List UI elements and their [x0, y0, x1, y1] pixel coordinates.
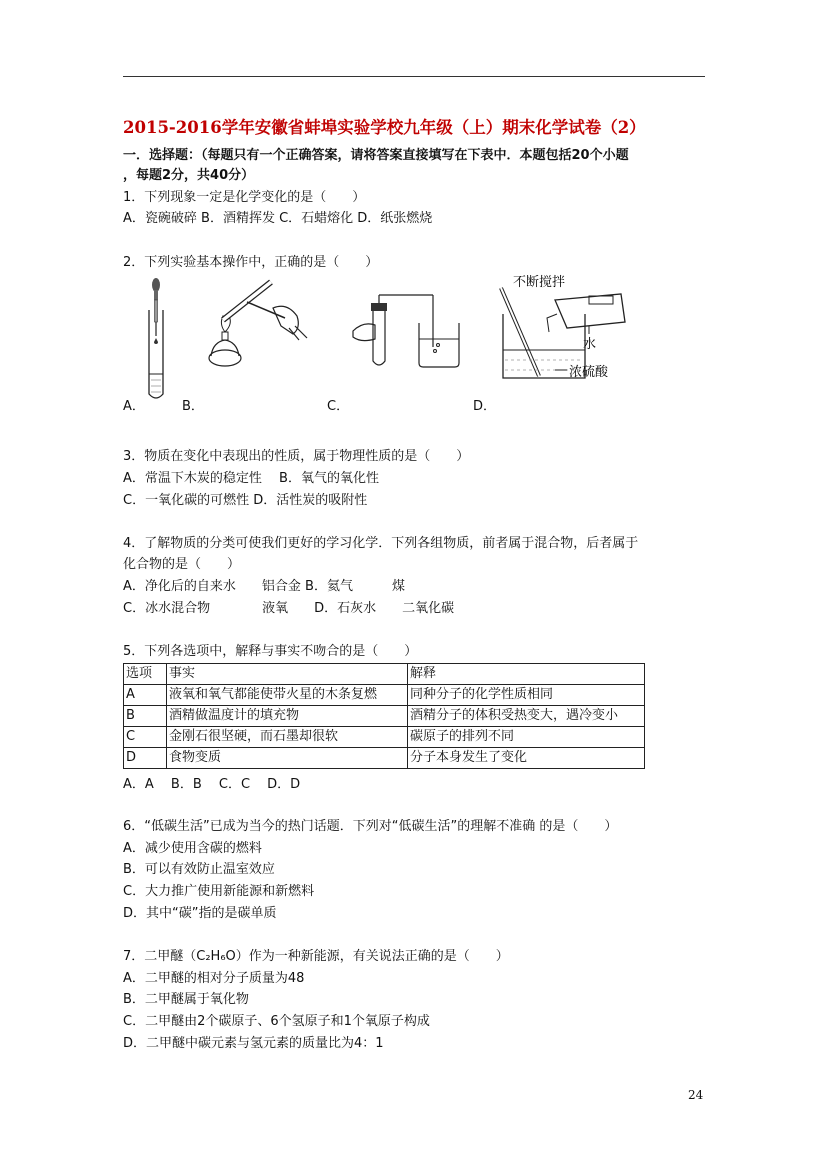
acid-label: 浓硫酸	[569, 365, 609, 380]
q7-option-a: A．二甲醚的相对分子质量为48	[123, 971, 305, 986]
q7-option-d: D．二甲醚中碳元素与氢元素的质量比为4：1	[123, 1036, 384, 1051]
row-option: C	[124, 727, 167, 748]
table-row	[124, 685, 645, 706]
table-header-row	[124, 664, 645, 685]
q6-option-b: B．可以有效防止温室效应	[123, 862, 275, 877]
header-option: 选项	[124, 664, 167, 685]
table-row	[124, 706, 645, 727]
q4-options-2: C．冰水混合物 液氧 D．石灰水 二氧化碳	[123, 601, 455, 616]
row-explanation: 同种分子的化学性质相同	[408, 685, 645, 706]
row-option: D	[124, 748, 167, 769]
q4-options-1: A．净化后的自来水 铝合金 B．氦气 煤	[123, 579, 405, 594]
q6-option-d: D．其中“碳”指的是碳单质	[123, 906, 277, 921]
q7-stem: 7．二甲醚（C₂H₆O）作为一种新能源，有关说法正确的是（ ）	[123, 949, 509, 964]
airtightness-check-figure	[349, 293, 467, 371]
table-row	[124, 727, 645, 748]
q2-label-b: B．	[182, 399, 204, 414]
q6-stem: 6．“低碳生活”已成为当今的热门话题．下列对“低碳生活”的理解不准确 的是（ ）	[123, 819, 618, 834]
header-explanation: 解释	[408, 664, 645, 685]
heating-test-tube-figure	[203, 276, 311, 370]
table-row	[124, 748, 645, 769]
q6-option-c: C．大力推广使用新能源和新燃料	[123, 884, 315, 899]
q2-stem: 2．下列实验基本操作中，正确的是（ ）	[123, 255, 379, 270]
q7-option-c: C．二甲醚由2个碳原子、6个氢原子和1个氧原子构成	[123, 1014, 430, 1029]
row-fact: 酒精做温度计的填充物	[167, 706, 408, 727]
q7-option-b: B．二甲醚属于氧化物	[123, 992, 249, 1007]
q4-stem-2: 化合物的是（ ）	[123, 557, 241, 572]
row-explanation: 分子本身发生了变化	[408, 748, 645, 769]
dropper-figure	[140, 276, 172, 404]
q5-options: A．A B．B C．C D．D	[123, 777, 301, 792]
q3-options-1: A．常温下木炭的稳定性 B．氧气的氧化性	[123, 471, 379, 486]
dilution-figure	[493, 270, 631, 384]
row-option: B	[124, 706, 167, 727]
row-option: A	[124, 685, 167, 706]
row-fact: 液氧和氧气都能使带火星的木条复燃	[167, 685, 408, 706]
q3-options-2: C．一氧化碳的可燃性 D．活性炭的吸附性	[123, 493, 368, 508]
q2-label-a: A．	[123, 399, 145, 414]
q5-table	[123, 663, 645, 769]
header-rule	[123, 76, 705, 77]
q5-stem: 5．下列各选项中，解释与事实不吻合的是（ ）	[123, 644, 418, 659]
q2-label-d: D．	[473, 399, 497, 414]
water-label: 水	[583, 337, 597, 352]
section-heading-line2: ，每题2分，共40分）	[123, 168, 255, 183]
row-explanation: 酒精分子的体积受热变大，遇冷变小	[408, 706, 645, 727]
q3-stem: 3．物质在变化中表现出的性质，属于物理性质的是（ ）	[123, 449, 470, 464]
section-heading-line1: 一．选择题：（每题只有一个正确答案，请将答案直接填写在下表中．本题包括20个小题	[123, 148, 629, 163]
q1-options: A．瓷碗破碎 B．酒精挥发 C．石蜡熔化 D．纸张燃烧	[123, 211, 433, 226]
row-fact: 金刚石很坚硬，而石墨却很软	[167, 727, 408, 748]
stir-label: 不断搅拌	[513, 275, 566, 290]
page-number: 24	[688, 1088, 704, 1102]
header-fact: 事实	[167, 664, 408, 685]
q1-stem: 1．下列现象一定是化学变化的是（ ）	[123, 190, 366, 205]
q2-label-c: C．	[327, 399, 350, 414]
q6-option-a: A．减少使用含碳的燃料	[123, 841, 262, 856]
row-explanation: 碳原子的排列不同	[408, 727, 645, 748]
row-fact: 食物变质	[167, 748, 408, 769]
q4-stem-1: 4．了解物质的分类可使我们更好的学习化学．下列各组物质，前者属于混合物，后者属于	[123, 536, 639, 551]
page-title: 2015-2016学年安徽省蚌埠实验学校九年级（上）期末化学试卷（2）	[123, 118, 646, 137]
